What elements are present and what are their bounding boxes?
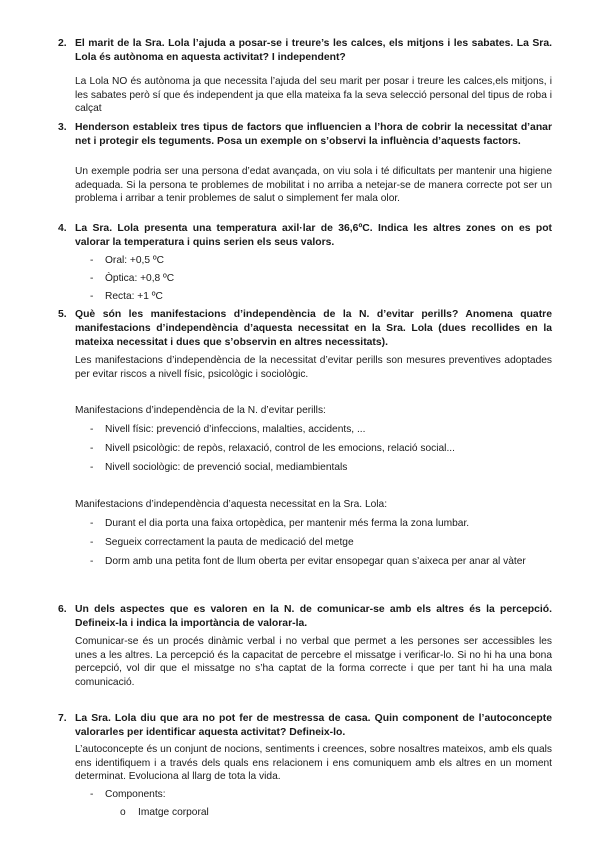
dash-bullet: - — [90, 291, 94, 302]
question-3 — [58, 121, 552, 149]
list-item: - Òptica: +0,8 ºC — [90, 273, 175, 284]
dash-bullet: - — [90, 789, 94, 800]
list-item: - Nivell físic: prevenció d’infeccions, malalties, accidents, ... — [90, 424, 366, 435]
circle-bullet: o — [120, 807, 126, 818]
list-item: - Nivell psicològic: de repòs, relaxació, control de les emocions, relació social... — [90, 443, 455, 454]
dash-bullet: - — [90, 537, 94, 548]
answer-2: La Lola NO és autònoma ja que necessita l’ajuda del seu marit per posar i treure les calces,els mitjons, i les sabates però sí que és independent ja que ella mateixa fa la seva selecció personal del tipus de roba i calçat — [75, 76, 552, 115]
question-text: Un dels aspectes que es valoren en la N. de comunicar-se amb els altres és la percepció. Defineix-la i indica la importància de valorar-la. — [75, 604, 552, 629]
question-number: 5. — [58, 309, 67, 320]
question-6 — [58, 603, 552, 631]
dash-bullet: - — [90, 424, 94, 435]
question-2 — [58, 37, 552, 65]
question-7 — [58, 712, 552, 740]
answer-5-intro: Les manifestacions d’independència de la necessitat d’evitar perills son mesures preventives adoptades per evitar riscos a nivell físic, psicològic i sociològic. — [75, 355, 552, 380]
sub-list-item: o Imatge corporal — [120, 807, 209, 818]
answer-5-heading-general: Manifestacions d’independència de la N. d’evitar perills: — [75, 405, 326, 416]
question-number: 4. — [58, 223, 67, 234]
list-item: - Recta: +1 ºC — [90, 291, 163, 302]
list-item: - Durant el dia porta una faixa ortopèdica, per mantenir més ferma la zona lumbar. — [90, 518, 470, 529]
dash-bullet: - — [90, 462, 94, 473]
list-item: - Segueix correctament la pauta de medicació del metge — [90, 537, 354, 548]
question-number: 2. — [58, 38, 67, 49]
dash-bullet: - — [90, 443, 94, 454]
question-text: La Sra. Lola presenta una temperatura axil·lar de 36,6ºC. Indica les altres zones on es pot valorar la temperatura i quins serien els seus valors. — [75, 223, 552, 248]
question-text: El marit de la Sra. Lola l’ajuda a posar-se i treure’s les calces, els mitjons i les sabates. La Sra. Lola és autònoma en aquesta activitat? I independent? — [75, 38, 552, 63]
question-number: 6. — [58, 604, 67, 615]
question-text: La Sra. Lola diu que ara no pot fer de mestressa de casa. Quin component de l’autoconcepte valorarles per identificar aquesta activitat? Defineix-lo. — [75, 713, 552, 738]
answer-5-heading-lola: Manifestacions d’independència d’aquesta necessitat en la Sra. Lola: — [75, 499, 388, 510]
dash-bullet: - — [90, 255, 94, 266]
question-5 — [58, 308, 552, 350]
question-text: Henderson estableix tres tipus de factors que influencien a l’hora de cobrir la necessitat d’anar net i protegir els teguments. Posa un exemple on s’observi la influència d’aquests factors. — [75, 122, 552, 147]
question-number: 7. — [58, 713, 67, 724]
list-item: - Nivell sociològic: de prevenció social, mediambientals — [90, 462, 348, 473]
question-4 — [58, 222, 552, 250]
question-number: 3. — [58, 122, 67, 133]
dash-bullet: - — [90, 556, 94, 567]
answer-3: Un exemple podria ser una persona d’edat avançada, on viu sola i té dificultats per mantenir una higiene adequada. Si la persona te problemes de mobilitat i no arriba a netejar-se de manera correcte pot ser un problema i arribar a tenir problemes de salut o simplement fer mala olor. — [75, 166, 552, 205]
answer-7: L’autoconcepte és un conjunt de nocions, sentiments i creences, sobre nosaltres mateixos, amb els quals ens identifiquem i a través dels quals ens relacionem i ens comuniquem amb els altres en un moment determinat. Evoluciona al llarg de tota la vida. — [75, 744, 552, 783]
list-item: - Components: — [90, 789, 166, 800]
dash-bullet: - — [90, 518, 94, 529]
answer-6: Comunicar-se és un procés dinàmic verbal i no verbal que permet a les persones ser accessibles les unes a les altres. La percepció és la capacitat de percebre el missatge i verificar-lo. Si no hi ha una bona percepció, vol dir que el missatge no s’ha captat de la forma correcte i que per tant hi ha una mala comunicació. — [75, 636, 552, 688]
list-item: - Dorm amb una petita font de llum oberta per evitar ensopegar quan s’aixeca per anar al vàter — [90, 556, 526, 567]
list-item: - Oral: +0,5 ºC — [90, 255, 164, 266]
question-text: Què són les manifestacions d’independència de la N. d’evitar perills? Anomena quatre manifestacions d’independència d’aquesta necessitat en la Sra. Lola (dues recollides en la mateixa necessitat i dues que s’observin en altres necessitats). — [75, 309, 552, 348]
dash-bullet: - — [90, 273, 94, 284]
